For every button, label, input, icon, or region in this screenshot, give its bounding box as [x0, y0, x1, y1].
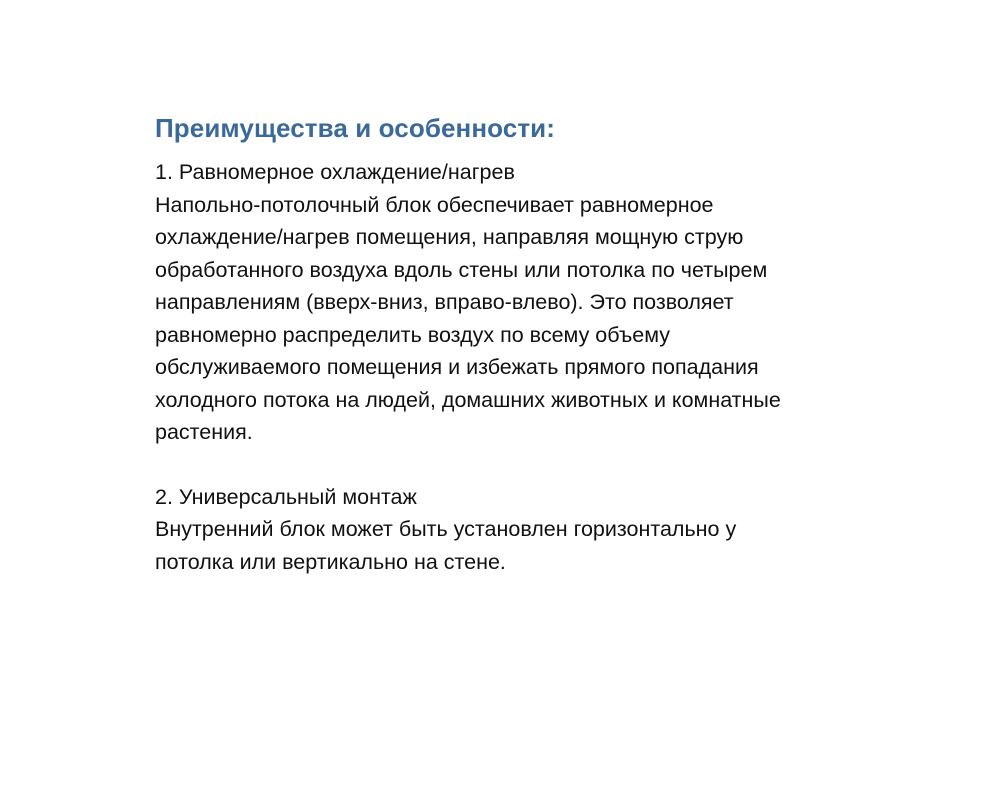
document-content: [155, 110, 915, 578]
body-line: охлаждение/нагрев помещения, направляя мощную струю: [155, 225, 744, 249]
section-title: 2. Универсальный монтаж: [155, 484, 417, 509]
body-line: направлениям (вверх-вниз, вправо-влево). Это позволяет: [155, 290, 734, 314]
body-line: холодного потока на людей, домашних животных и комнатные: [155, 387, 781, 412]
section-universal-mounting: [155, 481, 915, 579]
body-line: потолка или вертикально на стене.: [155, 549, 506, 574]
section-uniform-cooling: [155, 156, 915, 449]
body-line: Напольно-потолочный блок обеспечивает равномерное: [155, 192, 714, 217]
body-line: равномерно распределить воздух по всему объему: [155, 322, 671, 347]
page-title: Преимущества и особенности:: [155, 113, 556, 143]
body-line: обработанного воздуха вдоль стены или потолка по четырем: [155, 257, 768, 282]
body-line: обслуживаемого помещения и избежать прямого попадания: [155, 355, 759, 379]
body-line: Внутренний блок может быть установлен горизонтально у: [155, 517, 737, 541]
section-title: 1. Равномерное охлаждение/нагрев: [155, 160, 515, 184]
body-line: растения.: [155, 420, 253, 444]
